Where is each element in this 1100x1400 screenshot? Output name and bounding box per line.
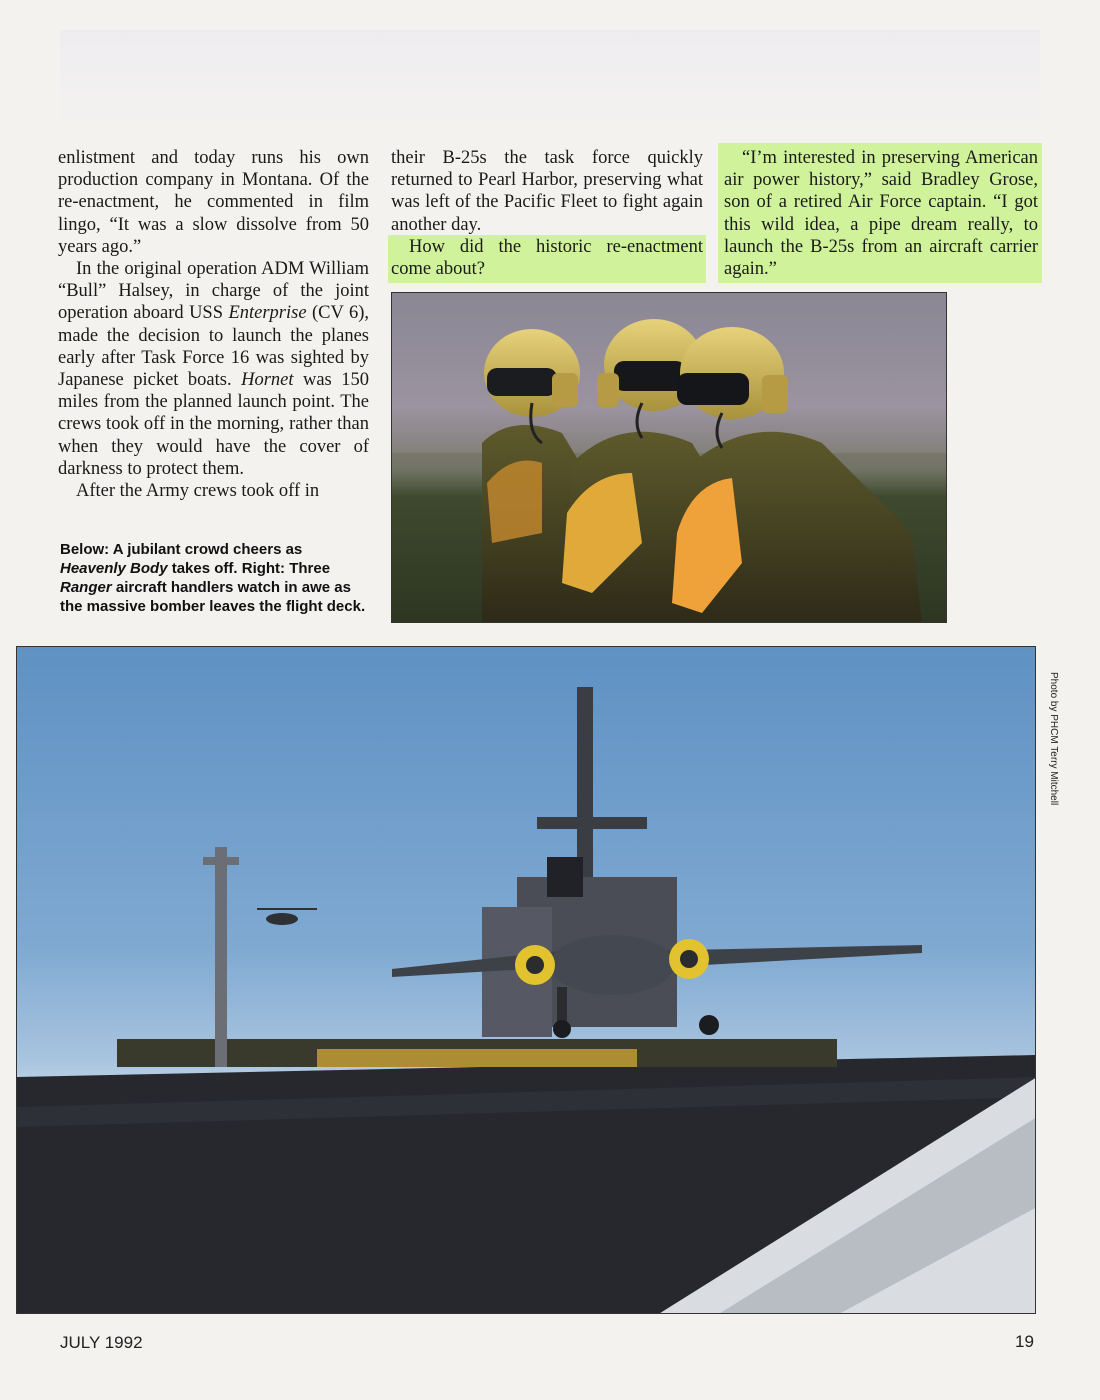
quote-paragraph: “I’m interested in preserving American air power history,” said Bradley Grose, son of a retired Air Force captain. “I got this wild idea, a pipe dream really, to launch the B-25s from an aircraft carrier again.” [724, 148, 1038, 280]
ship-name-hornet: Hornet [241, 370, 294, 391]
handlers-photo [391, 292, 947, 623]
page-number: 19 [1015, 1332, 1034, 1351]
caption-text-a: Below: A jubilant crowd cheers as [60, 541, 303, 558]
article-column-2 [391, 147, 703, 280]
bleed-through-area [60, 30, 1040, 140]
paragraph-2-text-b: (CV 6), made the decision to launch the planes early after Task Force 16 was sighted by Japanese picket boats. [58, 303, 369, 391]
article-column-3 [724, 147, 1038, 280]
paragraph-2-text-a: In the original operation ADM William “Bull” Halsey, in charge of the joint operation aboard USS [58, 259, 369, 324]
takeoff-illustration [17, 647, 1036, 1314]
article-column-1 [58, 147, 369, 502]
photo-credit: Photo by PHCM Terry Mitchell [1048, 672, 1059, 806]
handlers-illustration [392, 293, 947, 623]
paragraph-3: After the Army crews took off in [76, 481, 320, 502]
issue-date: JULY 1992 [60, 1333, 143, 1352]
photo-caption [60, 540, 372, 616]
caption-ship-name: Ranger [60, 579, 112, 596]
caption-plane-name: Heavenly Body [60, 560, 168, 577]
ship-name-enterprise: Enterprise [228, 303, 307, 324]
caption-text-b: takes off. Right: Three [167, 560, 331, 577]
caption-text-c: aircraft handlers watch in awe as the massive bomber leaves the flight deck. [60, 579, 366, 615]
paragraph-4: their B-25s the task force quickly returned to Pearl Harbor, preserving what was left of the Pacific Fleet to fight again another day. [391, 148, 703, 235]
paragraph-1: enlistment and today runs his own production company in Montana. Of the re-enactment, he commented in film lingo, “It was a slow dissolve from 50 years ago.” [58, 148, 369, 257]
paragraph-5: How did the historic re-enactment come about? [391, 236, 703, 280]
paragraph-2-text-c: was 150 miles from the planned launch point. The crews took off in the morning, rather than when they would have the cover of darkness to protect them. [58, 370, 369, 479]
b25-takeoff-photo [16, 646, 1036, 1314]
paragraph-2 [58, 258, 369, 480]
